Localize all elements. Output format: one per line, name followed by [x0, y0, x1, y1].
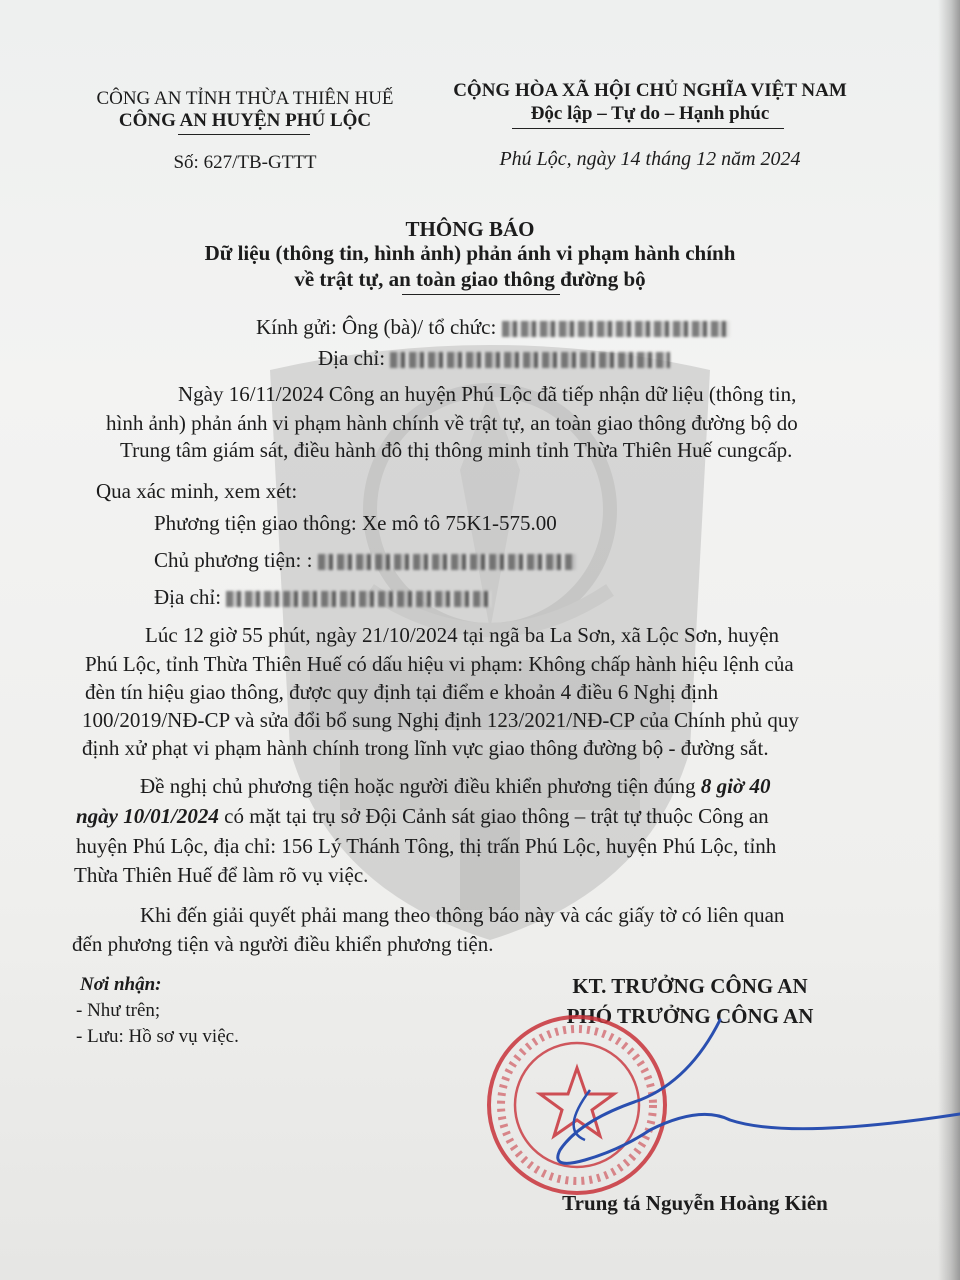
signer-name: Trung tá Nguyễn Hoàng Kiên — [562, 1191, 828, 1215]
owner-line — [154, 547, 576, 573]
appointment-date: ngày 10/01/2024 — [76, 804, 219, 828]
paragraph-3-line-3: đèn tín hiệu giao thông, được quy định tại điểm e khoản 4 điều 6 Nghị định — [85, 680, 719, 704]
recipient-address-line — [318, 345, 670, 371]
paragraph-3-line-1: Lúc 12 giờ 55 phút, ngày 21/10/2024 tại ngã ba La Sơn, xã Lộc Sơn, huyện — [145, 623, 780, 647]
document-number: Số: 627/TB-GTTT — [173, 152, 317, 173]
recipient-line — [256, 314, 730, 340]
agency-name: CÔNG AN HUYỆN PHÚ LỘC — [118, 110, 372, 131]
paragraph-4-line-2 — [76, 803, 769, 829]
paragraph-1-line-3: Trung tâm giám sát, điều hành đô thị thông minh tỉnh Thừa Thiên Huế cungcấp. — [120, 438, 793, 462]
paragraph-3-line-2: Phú Lộc, tỉnh Thừa Thiên Huế có dấu hiệu vi phạm: Không chấp hành hiệu lệnh của — [85, 652, 794, 676]
paragraph-4-line-3: huyện Phú Lộc, địa chỉ: 156 Lý Thánh Tông, thị trấn Phú Lộc, huyện Phú Lộc, tỉnh — [76, 834, 777, 858]
recipient-item-1: - Như trên; — [76, 1000, 161, 1021]
paragraph-4-line-1-text: Đề nghị chủ phương tiện hoặc người điều khiển phương tiện đúng — [140, 774, 696, 798]
motto-underline — [512, 128, 784, 129]
nation-motto: Độc lập – Tự do – Hạnh phúc — [530, 103, 770, 124]
redacted-recipient — [502, 321, 730, 337]
paragraph-1-line-1: Ngày 16/11/2024 Công an huyện Phú Lộc đã tiếp nhận dữ liệu (thông tin, — [178, 382, 797, 406]
recipient-address-label: Địa chỉ: — [318, 346, 386, 370]
notice-subtitle-line-1: Dữ liệu (thông tin, hình ảnh) phản ánh vi phạm hành chính — [204, 241, 736, 265]
notice-subtitle-line-2: về trật tự, an toàn giao thông đường bộ — [294, 267, 646, 291]
paragraph-4-line-1 — [140, 773, 770, 799]
agency-parent: CÔNG AN TỈNH THỪA THIÊN HUẾ — [96, 88, 394, 109]
owner-label: Chủ phương tiện: : — [154, 548, 313, 572]
redacted-owner-name — [318, 554, 576, 570]
paragraph-5-line-2: đến phương tiện và người điều khiển phương tiện. — [72, 932, 494, 956]
paragraph-2: Qua xác minh, xem xét: — [96, 479, 298, 503]
appointment-time: 8 giờ 40 — [700, 774, 771, 798]
recipient-item-2: - Lưu: Hồ sơ vụ việc. — [76, 1026, 239, 1047]
paragraph-4-line-2-text: có mặt tại trụ sở Đội Cảnh sát giao thông – trật tự thuộc Công an — [224, 804, 769, 828]
paragraph-4-line-4: Thừa Thiên Huế để làm rõ vụ việc. — [74, 863, 369, 887]
paragraph-1-line-2: hình ảnh) phản ánh vi phạm hành chính về trật tự, an toàn giao thông đường bộ do — [106, 411, 798, 435]
place-date: Phú Lộc, ngày 14 tháng 12 năm 2024 — [499, 148, 801, 170]
vehicle-line: Phương tiện giao thông: Xe mô tô 75K1-575.00 — [154, 511, 557, 535]
redacted-owner-address — [226, 591, 491, 607]
handwritten-signature — [490, 1010, 960, 1210]
sign-title-1: KT. TRƯỞNG CÔNG AN — [572, 974, 808, 998]
paragraph-3-line-5: định xử phạt vi phạm hành chính trong lĩnh vực giao thông đường bộ - đường sắt. — [82, 736, 769, 760]
paragraph-3-line-4: 100/2019/NĐ-CP và sửa đổi bổ sung Nghị định 123/2021/NĐ-CP của Chính phủ quy — [82, 708, 799, 732]
nation-title: CỘNG HÒA XÃ HỘI CHỦ NGHĨA VIỆT NAM — [453, 80, 847, 101]
notice-title: THÔNG BÁO — [405, 217, 535, 241]
owner-address-label: Địa chỉ: — [154, 585, 222, 609]
paragraph-5-line-1: Khi đến giải quyết phải mang theo thông báo này và các giấy tờ có liên quan — [140, 903, 785, 927]
recipients-label: Nơi nhận: — [80, 974, 162, 995]
agency-underline — [178, 134, 310, 135]
recipient-label: Kính gửi: Ông (bà)/ tổ chức: — [256, 315, 497, 339]
redacted-recipient-address — [390, 352, 670, 368]
owner-address-line — [154, 584, 491, 610]
sign-title-2: PHÓ TRƯỞNG CÔNG AN — [566, 1004, 814, 1028]
title-underline — [402, 294, 560, 295]
